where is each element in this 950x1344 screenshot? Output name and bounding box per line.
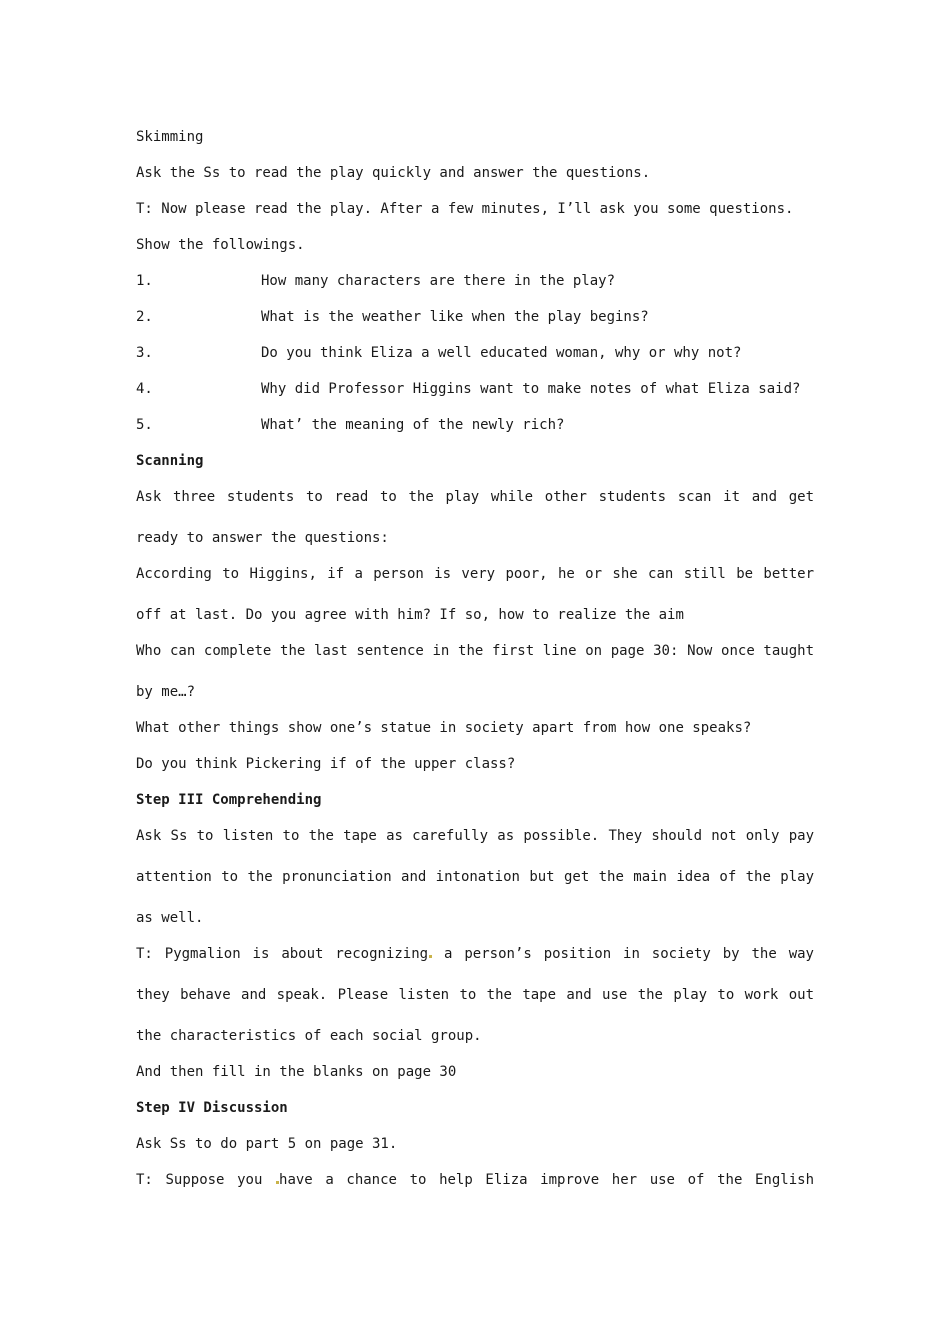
question-text: Do you think Eliza a well educated woman, why or why not? <box>261 345 742 361</box>
skimming-instruction: Ask the Ss to read the play quickly and answer the questions. <box>136 165 651 181</box>
question-item <box>136 378 814 414</box>
skimming-heading: Skimming <box>136 129 204 145</box>
question-item <box>136 270 814 306</box>
question-item <box>136 306 814 342</box>
question-number: 2. <box>136 309 153 325</box>
step3-paragraph-3: And then fill in the blanks on page 30 <box>136 1064 457 1080</box>
scanning-paragraph-3: Who can complete the last sentence in the first line on page 30: Now once taught by me…? <box>136 643 814 700</box>
step4-paragraph-1: Ask Ss to do part 5 on page 31. <box>136 1136 398 1152</box>
step3-paragraph-2-rest: a person’s position in society by the way they behave and speak. Please listen to the tape and use the play to work out the characteristics of each social group. <box>136 946 814 1044</box>
scanning-paragraph-2: According to Higgins, if a person is very poor, he or she can still be better off at last. Do you agree with him? If so, how to realize the aim <box>136 566 814 623</box>
step4-paragraph-2-start: T: Suppose you <box>136 1172 276 1188</box>
question-text: What is the weather like when the play begins? <box>261 309 649 325</box>
scanning-paragraph-5: Do you think Pickering if of the upper class? <box>136 756 516 772</box>
question-item <box>136 342 814 378</box>
question-text: Why did Professor Higgins want to make notes of what Eliza said? <box>261 381 801 397</box>
step4-paragraph-2 <box>136 1160 814 1201</box>
teacher-line: T: Now please read the play. After a few minutes, I’ll ask you some questions. <box>136 201 794 217</box>
scanning-paragraph-1: Ask three students to read to the play while other students scan it and get ready to answer the questions: <box>136 489 814 546</box>
step3-paragraph-1: Ask Ss to listen to the tape as carefully as possible. They should not only pay attention to the pronunciation and intonation but get the main idea of the play as well. <box>136 828 814 926</box>
scanning-heading: Scanning <box>136 453 204 469</box>
document-page <box>136 126 814 1205</box>
step4-paragraph-2-rest: have a chance to help Eliza improve her use of the English <box>279 1172 814 1188</box>
question-number: 4. <box>136 381 153 397</box>
question-item <box>136 414 814 450</box>
step4-heading: Step IV Discussion <box>136 1100 288 1116</box>
step3-heading: Step III Comprehending <box>136 792 322 808</box>
show-line: Show the followings. <box>136 237 305 253</box>
question-number: 1. <box>136 273 153 289</box>
question-number: 3. <box>136 345 153 361</box>
scanning-paragraph-4: What other things show one’s statue in society apart from how one speaks? <box>136 720 752 736</box>
question-number: 5. <box>136 417 153 433</box>
question-text: How many characters are there in the play? <box>261 273 616 289</box>
question-text: What’ the meaning of the newly rich? <box>261 417 565 433</box>
step3-paragraph-2-start: T: Pygmalion is about recognizing <box>136 946 429 962</box>
step3-paragraph-2 <box>136 934 814 1057</box>
